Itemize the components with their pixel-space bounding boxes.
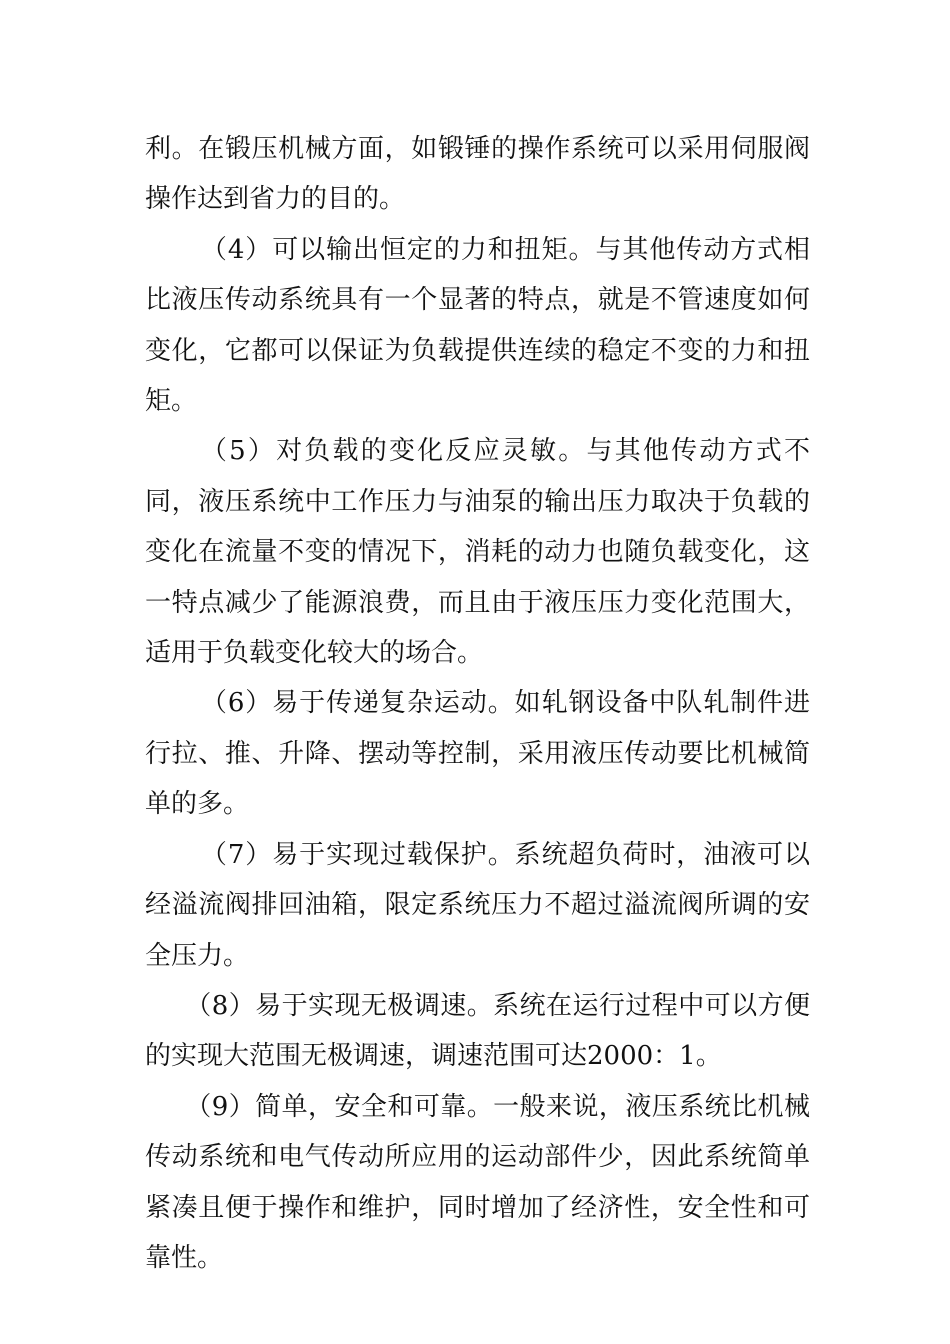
paragraph-item-8: （8）易于实现无极调速。系统在运行过程中可以方便的实现大范围无极调速，调速范围可达2000：1。 (145, 990, 810, 1072)
paragraph-item-9: （9）简单，安全和可靠。一般来说，液压系统比机械传动系统和电气传动所应用的运动部件少，因此系统简单紧凑且便于操作和维护，同时增加了经济性，安全性和可靠性。 (145, 1091, 810, 1273)
paragraph-continuation: 利。在锻压机械方面，如锻锤的操作系统可以采用伺服阀操作达到省力的目的。 (145, 134, 810, 215)
body-text (145, 124, 810, 1283)
paragraph-item-6: （6）易于传递复杂运动。如轧钢设备中队轧制件进行拉、推、升降、摆动等控制，采用液压传动要比机械简单的多。 (145, 688, 810, 820)
paragraph-item-7: （7）易于实现过载保护。系统超负荷时，油液可以经溢流阀排回油箱，限定系统压力不超过溢流阀所调的安全压力。 (145, 839, 810, 971)
paragraph-item-5: （5）对负载的变化反应灵敏。与其他传动方式不同，液压系统中工作压力与油泵的输出压力取决于负载的变化在流量不变的情况下，消耗的动力也随负载变化，这一特点减少了能源浪费，而且由于液压压力变化范围大，适用于负载变化较大的场合。 (145, 436, 810, 669)
paragraph-item-4: （4）可以输出恒定的力和扭矩。与其他传动方式相比液压传动系统具有一个显著的特点，就是不管速度如何变化，它都可以保证为负载提供连续的稳定不变的力和扭矩。 (145, 234, 810, 417)
